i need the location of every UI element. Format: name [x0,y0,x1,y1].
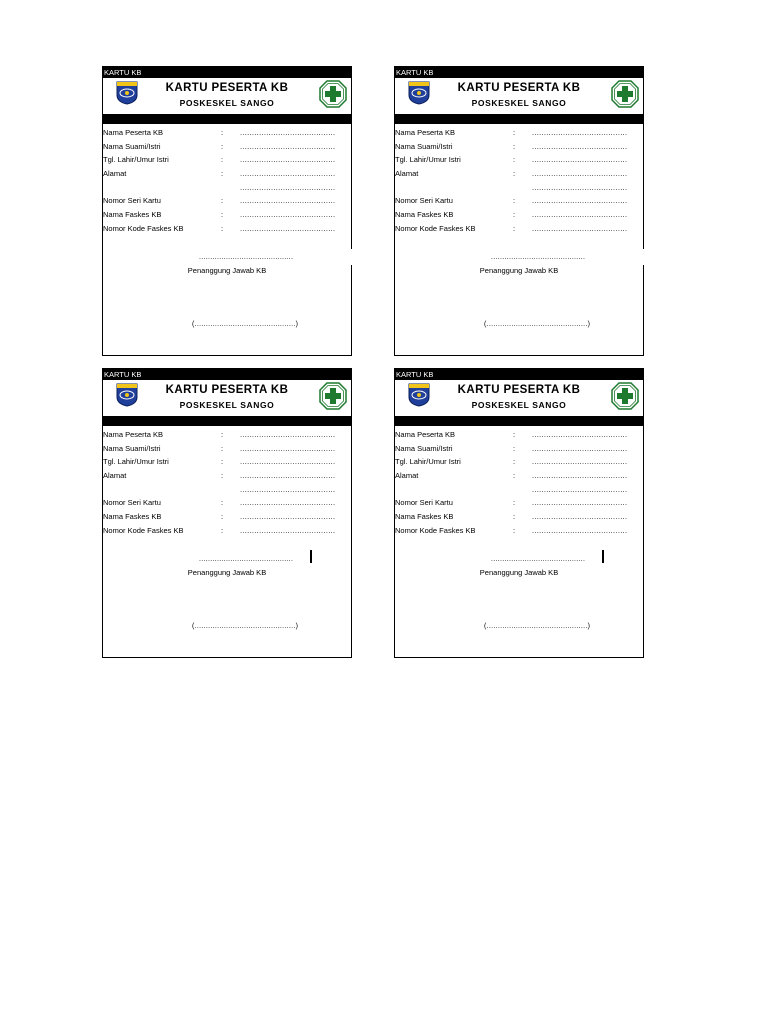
field-blank[interactable]: ........................................ [240,169,336,179]
card-tag: KARTU KB [103,67,351,78]
field-row [103,154,351,168]
signature-title: Penanggung Jawab KB [479,568,559,577]
text-cursor [602,550,604,563]
field-label: Nama Faskes KB [395,512,454,522]
field-blank[interactable]: ........................................ [532,182,628,192]
field-row [103,209,351,223]
signature-title: Penanggung Jawab KB [479,266,559,275]
field-colon: : [221,155,224,165]
field-list [395,426,643,539]
field-blank[interactable]: ........................................ [240,484,336,494]
field-colon: : [221,223,224,233]
field-row [103,525,351,539]
signature-date-blank[interactable]: .......................................... [491,254,586,261]
signature-name-blank[interactable]: (.............................................) [192,321,299,328]
border-gap [641,249,645,265]
card-title: KARTU PESERTA KB [457,384,581,396]
field-blank[interactable]: ........................................ [240,443,336,453]
field-list [395,124,643,237]
field-list [103,426,351,539]
field-label: Nama Faskes KB [103,512,162,522]
field-blank[interactable]: ........................................ [240,155,336,165]
field-row [395,497,643,511]
field-colon: : [513,525,516,535]
field-label: Nomor Seri Kartu [103,196,161,206]
field-colon: : [221,471,224,481]
field-label: Alamat [103,471,127,481]
header-divider [395,416,643,426]
field-colon: : [221,196,224,206]
field-blank[interactable]: ........................................ [240,430,336,439]
field-row [395,154,643,168]
field-blank[interactable]: ........................................ [240,182,336,192]
field-colon: : [513,430,516,439]
field-label: Nomor Kode Faskes KB [103,525,184,535]
field-blank[interactable]: ........................................ [532,443,628,453]
field-colon: : [221,512,224,522]
card-tag: KARTU KB [395,67,643,78]
field-row [395,127,643,141]
card-header [103,380,351,416]
field-colon: : [221,141,224,151]
field-colon: : [221,457,224,467]
signature-name-blank[interactable]: (.............................................) [484,623,591,630]
field-colon: : [513,457,516,467]
field-colon: : [513,128,516,137]
field-colon: : [513,210,516,220]
field-row [103,182,351,196]
field-label: Nama Suami/Istri [103,141,161,151]
field-colon: : [513,196,516,206]
card-tag: KARTU KB [395,369,643,380]
field-blank[interactable]: ........................................ [240,498,336,508]
field-row [395,429,643,443]
field-label: Alamat [103,169,127,179]
field-colon: : [513,169,516,179]
field-label: Tgl. Lahir/Umur Istri [395,457,461,467]
field-row [395,223,643,237]
field-row [103,470,351,484]
header-divider [395,114,643,124]
health-cross-icon [611,382,639,410]
field-blank[interactable]: ........................................ [240,128,336,137]
field-label: Tgl. Lahir/Umur Istri [103,155,169,165]
field-row [395,209,643,223]
field-row [395,141,643,155]
kb-card [394,368,644,658]
field-colon: : [221,498,224,508]
field-row [103,484,351,498]
card-header [103,78,351,114]
field-label: Nama Suami/Istri [103,443,161,453]
health-cross-icon [319,382,347,410]
field-blank[interactable]: ........................................ [532,471,628,481]
field-label: Tgl. Lahir/Umur Istri [395,155,461,165]
field-row [103,168,351,182]
card-subtitle: POSKESKEL SANGO [471,400,567,410]
signature-name-blank[interactable]: (.............................................) [192,623,299,630]
field-row [395,511,643,525]
field-blank[interactable]: ........................................ [532,430,628,439]
field-row [103,497,351,511]
field-row [103,195,351,209]
field-colon: : [513,155,516,165]
field-blank[interactable]: ........................................ [240,223,336,233]
field-label: Nama Peserta KB [103,128,164,137]
kb-card [102,66,352,356]
field-label: Nomor Seri Kartu [395,498,453,508]
signature-date-blank[interactable]: .......................................... [199,254,294,261]
signature-date-blank[interactable]: .......................................... [491,556,586,563]
field-colon: : [221,525,224,535]
signature-date-blank[interactable]: .......................................... [199,556,294,563]
card-subtitle: POSKESKEL SANGO [179,98,275,108]
field-blank[interactable]: ........................................ [532,128,628,137]
kb-card [394,66,644,356]
field-row [103,429,351,443]
field-blank[interactable]: ........................................ [240,141,336,151]
field-blank[interactable]: ........................................ [532,457,628,467]
header-divider [103,416,351,426]
field-colon: : [513,471,516,481]
field-colon: : [221,430,224,439]
field-blank[interactable]: ........................................ [240,457,336,467]
signature-title: Penanggung Jawab KB [187,266,267,275]
field-label: Tgl. Lahir/Umur Istri [103,457,169,467]
kb-card [102,368,352,658]
field-label: Nama Suami/Istri [395,443,453,453]
field-blank[interactable]: ........................................ [240,210,336,220]
field-row [395,195,643,209]
field-blank[interactable]: ........................................ [532,525,628,535]
header-divider [103,114,351,124]
field-row [395,525,643,539]
card-title: KARTU PESERTA KB [165,384,289,396]
field-label: Nama Peserta KB [395,430,456,439]
field-row [395,470,643,484]
field-row [395,168,643,182]
field-label: Nomor Kode Faskes KB [395,223,476,233]
field-row [395,456,643,470]
field-colon: : [513,443,516,453]
field-label: Alamat [395,169,419,179]
card-subtitle: POSKESKEL SANGO [179,400,275,410]
field-blank[interactable]: ........................................ [532,512,628,522]
field-row [103,127,351,141]
signature-name-blank[interactable]: (.............................................) [484,321,591,328]
health-cross-icon [611,80,639,108]
field-label: Nomor Seri Kartu [103,498,161,508]
field-label: Nama Peserta KB [395,128,456,137]
field-colon: : [513,141,516,151]
field-row [103,223,351,237]
field-blank[interactable]: ........................................ [240,525,336,535]
field-blank[interactable]: ........................................ [532,196,628,206]
field-blank[interactable]: ........................................ [240,471,336,481]
card-title: KARTU PESERTA KB [165,82,289,94]
field-colon: : [221,210,224,220]
field-blank[interactable]: ........................................ [532,210,628,220]
field-row [103,511,351,525]
field-colon: : [513,512,516,522]
field-label: Nomor Seri Kartu [395,196,453,206]
field-colon: : [221,128,224,137]
field-label: Nama Suami/Istri [395,141,453,151]
text-cursor [310,550,312,563]
field-list [103,124,351,237]
field-row [103,456,351,470]
field-row [103,141,351,155]
field-blank[interactable]: ........................................ [532,141,628,151]
health-cross-icon [319,80,347,108]
field-label: Alamat [395,471,419,481]
field-colon: : [221,169,224,179]
field-colon: : [513,498,516,508]
card-header [395,380,643,416]
field-blank[interactable]: ........................................ [532,155,628,165]
field-row [395,484,643,498]
field-row [395,182,643,196]
field-blank[interactable]: ........................................ [532,484,628,494]
field-blank[interactable]: ........................................ [532,169,628,179]
field-colon: : [221,443,224,453]
card-title: KARTU PESERTA KB [457,82,581,94]
signature-title: Penanggung Jawab KB [187,568,267,577]
field-blank[interactable]: ........................................ [240,512,336,522]
field-label: Nama Faskes KB [395,210,454,220]
field-row [103,443,351,457]
card-header [395,78,643,114]
field-label: Nama Faskes KB [103,210,162,220]
field-blank[interactable]: ........................................ [532,498,628,508]
field-row [395,443,643,457]
border-gap [349,249,353,265]
field-label: Nama Peserta KB [103,430,164,439]
field-label: Nomor Kode Faskes KB [103,223,184,233]
card-subtitle: POSKESKEL SANGO [471,98,567,108]
field-blank[interactable]: ........................................ [240,196,336,206]
field-colon: : [513,223,516,233]
field-label: Nomor Kode Faskes KB [395,525,476,535]
card-tag: KARTU KB [103,369,351,380]
field-blank[interactable]: ........................................ [532,223,628,233]
